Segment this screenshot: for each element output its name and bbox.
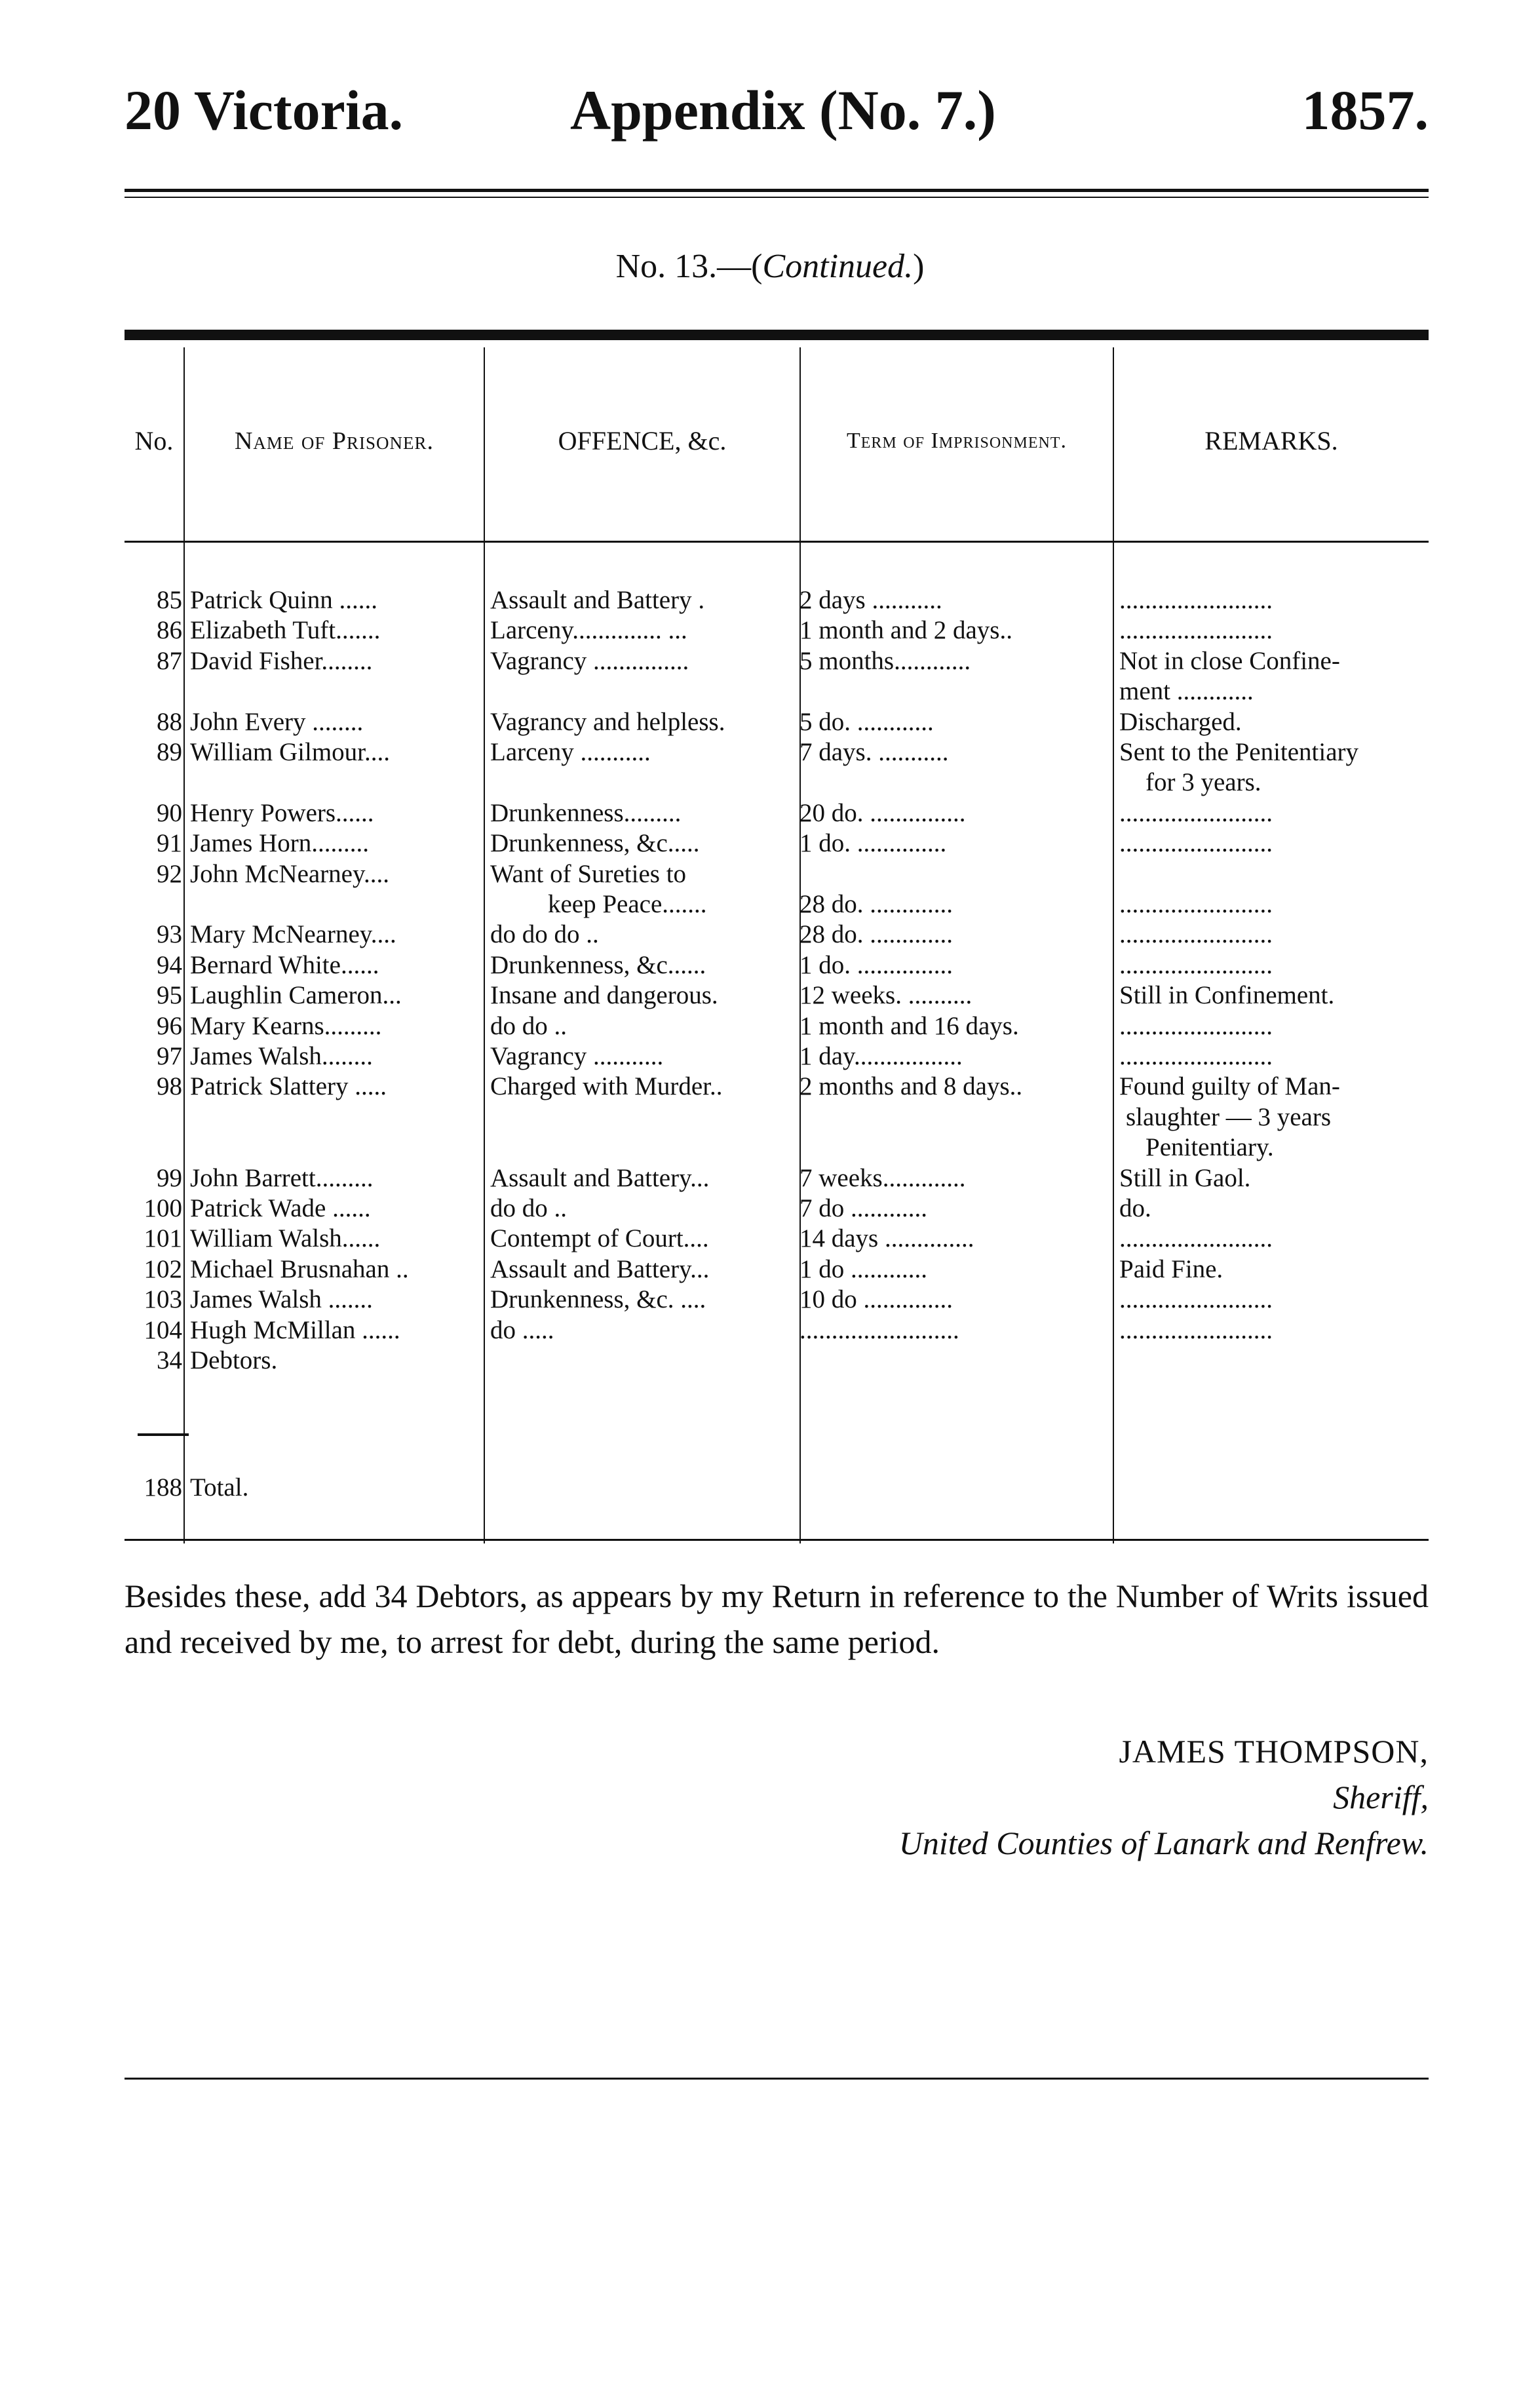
total-label: Total. — [190, 1473, 249, 1502]
table-row — [125, 828, 1429, 859]
prisoner-remarks: Discharged. — [1119, 707, 1242, 736]
column-header-name: Name of Prisoner. — [234, 427, 434, 455]
prisoner-remarks: Still in Gaol. — [1119, 1163, 1251, 1192]
section-heading-suffix: ) — [913, 248, 925, 285]
prisoner-offence: Insane and dangerous. — [490, 981, 718, 1010]
table-row — [125, 859, 1429, 889]
page-header — [125, 77, 1429, 149]
table-row — [125, 585, 1429, 615]
table-row — [125, 707, 1429, 737]
prisoner-remarks: ........................ — [1119, 1011, 1273, 1040]
prisoner-term: 7 weeks............. — [799, 1163, 966, 1192]
table-row — [125, 737, 1429, 767]
prisoner-name: Elizabeth Tuft....... — [190, 616, 381, 645]
footer-rule — [125, 2078, 1429, 2080]
prisoner-term: 1 month and 2 days.. — [799, 616, 1012, 645]
prisoner-number: 101 — [144, 1224, 182, 1253]
table-row — [125, 1193, 1429, 1224]
header-rule-thick — [125, 189, 1429, 192]
prisoner-name: Mary McNearney.... — [190, 920, 396, 949]
prisoner-term: 20 do. ............... — [799, 798, 966, 827]
prisoner-number: 90 — [157, 798, 182, 827]
signatory-name: JAMES THOMPSON, — [1119, 1733, 1429, 1770]
prisoner-offence: do ..... — [490, 1315, 554, 1344]
table-row — [125, 676, 1429, 707]
prisoner-offence: Drunkenness, &c...... — [490, 950, 706, 979]
prisoner-number: 94 — [157, 950, 182, 979]
section-heading-prefix: No. 13.—( — [615, 248, 763, 285]
prisoner-name: William Gilmour.... — [190, 738, 390, 766]
section-heading — [0, 244, 1540, 290]
prisoner-term: 28 do. ............. — [799, 920, 953, 949]
prisoner-number: 92 — [157, 859, 182, 888]
prisoner-term: 12 weeks. .......... — [799, 981, 972, 1010]
prisoner-offence: Want of Sureties to — [490, 859, 687, 888]
prisoner-remarks: ........................ — [1119, 1224, 1273, 1253]
prisoner-term: 28 do. ............. — [799, 890, 953, 918]
prisoner-number: 89 — [157, 738, 182, 766]
prisoner-name: Patrick Quinn ...... — [190, 586, 377, 614]
prisoner-number: 96 — [157, 1011, 182, 1040]
prisoner-term: 1 do. ............... — [799, 950, 953, 979]
prisoner-term: 1 day................. — [799, 1042, 963, 1070]
total-count: 188 — [144, 1473, 182, 1502]
prisoner-remarks: slaughter — 3 years — [1126, 1102, 1331, 1131]
prisoner-offence: Vagrancy ............... — [490, 646, 689, 675]
prisoner-offence: Assault and Battery... — [490, 1254, 710, 1283]
prisoner-term: 2 days ........... — [799, 586, 942, 614]
prisoner-remarks: Penitentiary. — [1145, 1133, 1274, 1162]
prisoner-name: John Barrett......... — [190, 1163, 374, 1192]
prisoner-offence: Drunkenness, &c..... — [490, 829, 700, 858]
prisoner-name: Mary Kearns......... — [190, 1011, 382, 1040]
prisoner-offence: Drunkenness......... — [490, 798, 682, 827]
prisoner-number: 93 — [157, 920, 182, 949]
table-row — [125, 889, 1429, 920]
table-row — [125, 950, 1429, 980]
prisoner-offence: do do .. — [490, 1194, 567, 1222]
prisoner-name: Laughlin Cameron... — [190, 981, 402, 1010]
column-header-remarks: REMARKS. — [1204, 426, 1338, 456]
table-row — [125, 798, 1429, 828]
table-row — [125, 767, 1429, 798]
prisoner-term: ......................... — [799, 1315, 959, 1344]
table-row — [125, 1102, 1429, 1133]
prisoner-remarks: ........................ — [1119, 950, 1273, 979]
prisoner-remarks: Found guilty of Man- — [1119, 1072, 1340, 1101]
prisoner-remarks: ........................ — [1119, 890, 1273, 918]
prisoner-name: Hugh McMillan ...... — [190, 1315, 400, 1344]
prisoner-remarks: Sent to the Penitentiary — [1119, 738, 1359, 766]
prisoner-remarks: ment ............ — [1119, 677, 1254, 706]
prisoner-name: Patrick Slattery ..... — [190, 1072, 387, 1101]
prisoner-offence: Assault and Battery . — [490, 586, 705, 614]
table-row — [125, 1285, 1429, 1315]
prisoner-term: 10 do .............. — [799, 1285, 953, 1314]
total-rule — [138, 1433, 189, 1436]
session-label: 20 Victoria. — [125, 79, 404, 142]
prisoner-number: 88 — [157, 707, 182, 736]
prisoner-offence: Assault and Battery... — [490, 1163, 710, 1192]
prisoner-remarks: Still in Confinement. — [1119, 981, 1335, 1010]
prisoner-number: 34 — [157, 1346, 182, 1374]
prisoner-table — [125, 331, 1429, 1543]
year-label: 1857. — [1301, 79, 1429, 142]
prisoner-remarks: ........................ — [1119, 1042, 1273, 1070]
table-row — [125, 1041, 1429, 1072]
prisoner-term: 2 months and 8 days.. — [799, 1072, 1023, 1101]
prisoner-number: 102 — [144, 1254, 182, 1283]
prisoner-name: James Horn......... — [190, 829, 369, 858]
table-row — [125, 920, 1429, 950]
table-row — [125, 646, 1429, 676]
prisoner-offence: do do do .. — [490, 920, 599, 949]
prisoner-number: 95 — [157, 981, 182, 1010]
prisoner-term: 14 days .............. — [799, 1224, 974, 1253]
prisoner-remarks: do. — [1119, 1194, 1151, 1222]
prisoner-term: 1 do. .............. — [799, 829, 947, 858]
prisoner-remarks: Not in close Confine- — [1119, 646, 1340, 675]
prisoner-offence: Vagrancy ........... — [490, 1042, 664, 1070]
table-bottom-rule — [125, 1539, 1429, 1541]
header-rule-thin — [125, 197, 1429, 198]
prisoner-number: 97 — [157, 1042, 182, 1070]
prisoner-term: 7 do ............ — [799, 1194, 927, 1222]
prisoner-name: Patrick Wade ...... — [190, 1194, 371, 1222]
table-row — [125, 615, 1429, 646]
table-row — [125, 1254, 1429, 1285]
prisoner-remarks: ........................ — [1119, 586, 1273, 614]
prisoner-remarks: Paid Fine. — [1119, 1254, 1223, 1283]
table-row — [125, 1224, 1429, 1254]
prisoner-number: 104 — [144, 1315, 182, 1344]
table-row — [125, 1315, 1429, 1346]
prisoner-number: 100 — [144, 1194, 182, 1222]
prisoner-offence: Charged with Murder.. — [490, 1072, 723, 1101]
prisoner-offence: Drunkenness, &c. .... — [490, 1285, 706, 1314]
prisoner-name: Bernard White...... — [190, 950, 379, 979]
table-row — [125, 980, 1429, 1011]
prisoner-number: 98 — [157, 1072, 182, 1101]
prisoner-number: 91 — [157, 829, 182, 858]
prisoner-offence: do do .. — [490, 1011, 567, 1040]
signatory-place: United Counties of Lanark and Renfrew. — [898, 1825, 1429, 1861]
prisoner-name: James Walsh ....... — [190, 1285, 373, 1314]
prisoner-term: 1 do ............ — [799, 1254, 927, 1283]
table-row — [125, 1346, 1429, 1376]
prisoner-remarks: ........................ — [1119, 798, 1273, 827]
prisoner-remarks: for 3 years. — [1145, 768, 1261, 797]
prisoner-name: Michael Brusnahan .. — [190, 1254, 409, 1283]
prisoner-term: 1 month and 16 days. — [799, 1011, 1019, 1040]
column-header-no: No. — [134, 426, 174, 456]
table-row — [125, 1072, 1429, 1102]
table-row — [125, 1011, 1429, 1041]
prisoner-term: 7 days. ........... — [799, 738, 949, 766]
prisoner-remarks: ........................ — [1119, 1285, 1273, 1314]
column-header-term: Term of Imprisonment. — [847, 429, 1067, 453]
prisoner-remarks: ........................ — [1119, 920, 1273, 949]
signatory-title: Sheriff, — [1333, 1779, 1429, 1815]
prisoner-name: William Walsh...... — [190, 1224, 381, 1253]
prisoner-name: David Fisher........ — [190, 646, 373, 675]
debtors-note: Besides these, add 34 Debtors, as appears by my Return in reference to the Number of Writs issued and received by me, to arrest for debt, during the same period. — [125, 1578, 1429, 1660]
prisoner-name: James Walsh........ — [190, 1042, 373, 1070]
prisoner-number: 85 — [157, 586, 182, 614]
appendix-label: Appendix (No. 7.) — [570, 79, 996, 142]
table-row — [125, 1163, 1429, 1193]
prisoner-remarks: ........................ — [1119, 616, 1273, 645]
prisoner-number: 103 — [144, 1285, 182, 1314]
prisoner-remarks: ........................ — [1119, 1315, 1273, 1344]
table-row — [125, 1133, 1429, 1163]
prisoner-offence: Larceny.............. ... — [490, 616, 687, 645]
prisoner-offence: Vagrancy and helpless. — [490, 707, 725, 736]
prisoner-offence: keep Peace....... — [548, 890, 707, 918]
prisoner-name: John McNearney.... — [190, 859, 389, 888]
prisoner-number: 87 — [157, 646, 182, 675]
prisoner-name: Henry Powers...... — [190, 798, 374, 827]
header-divider — [125, 541, 1429, 543]
prisoner-term: 5 months............ — [799, 646, 971, 675]
section-heading-continued: Continued. — [762, 248, 914, 285]
prisoner-offence: Larceny ........... — [490, 738, 651, 766]
prisoner-offence: Contempt of Court.... — [490, 1224, 709, 1253]
total-row — [125, 1473, 1429, 1503]
prisoner-number: 99 — [157, 1163, 182, 1192]
prisoner-term: 5 do. ............ — [799, 707, 934, 736]
prisoner-number: 86 — [157, 616, 182, 645]
prisoner-remarks: ........................ — [1119, 829, 1273, 858]
column-header-offence: OFFENCE, &c. — [558, 426, 727, 456]
prisoner-name: Debtors. — [190, 1346, 278, 1374]
prisoner-name: John Every ........ — [190, 707, 364, 736]
